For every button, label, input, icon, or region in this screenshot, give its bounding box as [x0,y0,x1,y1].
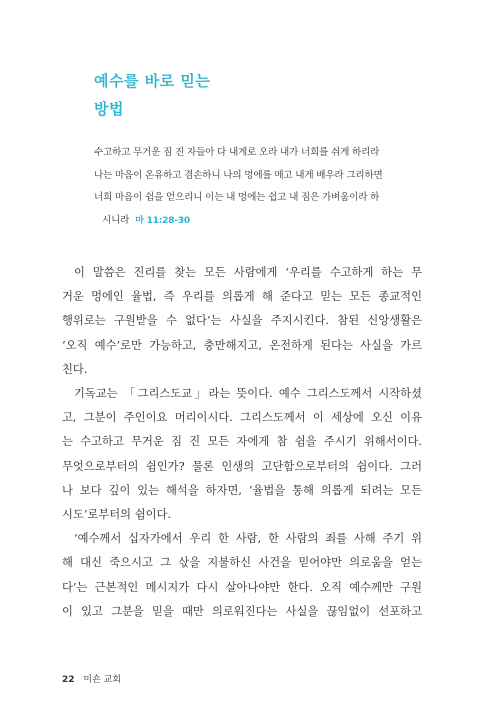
page-number: 22 [62,675,75,685]
body-line: 이 말씀은 진리를 찾는 모든 사람에게 ‘우리를 수고하게 하는 무 [74,266,422,279]
body-line: 거운 멍에인 율법, 즉 우리를 의롭게 해 준다고 믿는 모든 종교적인 [62,290,422,304]
body-line: 친다. [62,362,88,376]
body-line: 시도’로부터의 쉼이다. [62,508,171,522]
body-line: ‘오직 예수’로만 가능하고, 충만해지고, 온전하게 된다는 사실을 가르 [62,338,422,352]
body-line: 이 있고 그분을 믿을 때만 의로워진다는 사실을 끊임없이 선포하고 [62,604,422,618]
body-line: ‘예수께서 십자가에서 우리 한 사람, 한 사람의 죄를 사해 주기 위 [74,532,422,546]
body-line: 기독교는 「그리스도교」라는 뜻이다. 예수 그리스도께서 시작하셨 [74,387,422,401]
quote-line: 나는 마음이 온유하고 겸손하니 나의 멍에를 메고 내게 배우라 그리하면 [94,169,383,181]
body-line: 고, 그분이 주인이요 머리이시다. 그리스도께서 이 세상에 오신 이유 [62,411,422,425]
chapter-title-line-2: 방법 [94,100,124,118]
body-text [62,261,422,624]
body-line: 행위로는 구원받을 수 없다’는 사실을 주지시킨다. 참된 신앙생활은 [62,314,422,328]
quote-line: 수고하고 무거운 짐 진 자들아 다 내게로 오라 내가 너희를 쉬게 하리라 [94,147,380,158]
chapter-title [94,67,210,123]
body-line: 무엇으로부터의 쉼인가? 물론 인생의 고단함으로부터의 쉼이다. 그러 [62,459,422,473]
scripture-reference: 마 11:28-30 [135,215,190,226]
body-line: 는 수고하고 무거운 짐 진 모든 자에게 참 쉼을 주시기 위해서이다. [62,435,422,449]
scripture-quote [94,142,414,232]
page-footer [62,672,121,685]
body-line: 나 보다 깊이 있는 해석을 하자면, ‘율법을 통해 의롭게 되려는 모든 [62,483,422,497]
chapter-title-line-1: 예수를 바로 믿는 [94,72,211,90]
body-line: 다’는 근본적인 메시지가 다시 살아나야만 한다. 오직 예수께만 구원 [62,580,422,594]
quote-line: 너희 마음이 쉼을 얻으리니 이는 내 멍에는 쉽고 내 짐은 가벼움이라 하 [94,192,380,203]
body-line: 해 대신 죽으시고 그 삯을 지불하신 사건을 믿어야만 의로움을 얻는 [62,556,422,570]
running-title: 미숀 교회 [83,675,122,685]
quote-line-last [94,210,414,233]
quote-line-text: 시니라 [102,214,130,226]
